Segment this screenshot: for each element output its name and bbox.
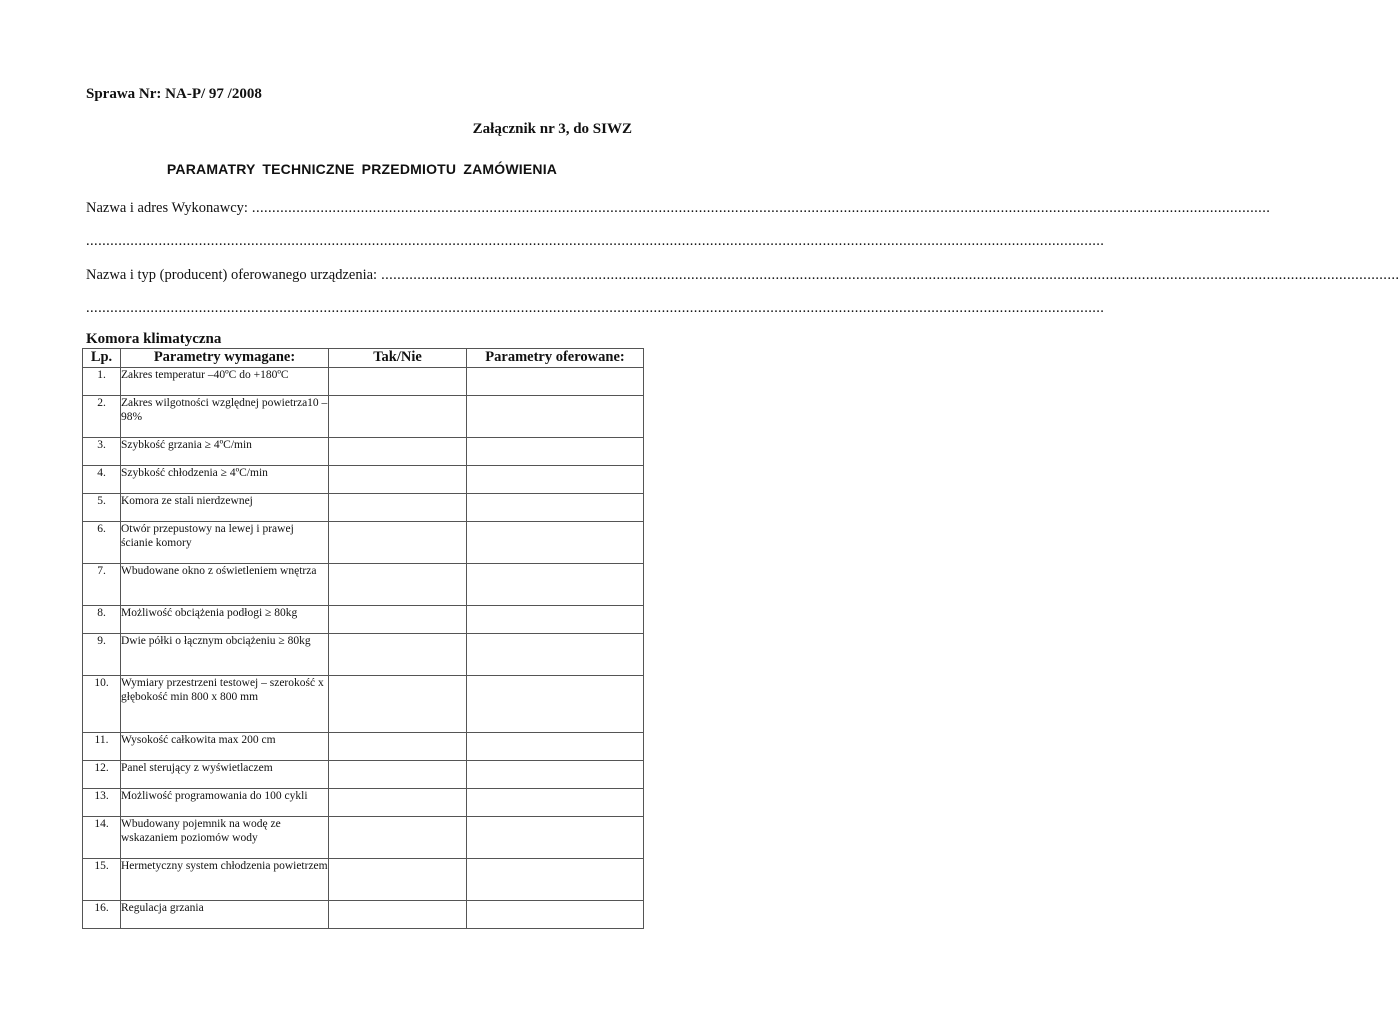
- case-number: Sprawa Nr: NA-P/ 97 /2008: [86, 86, 262, 102]
- row-offered-cell[interactable]: [467, 438, 644, 466]
- row-number: 9.: [83, 634, 121, 676]
- row-requirement: Otwór przepustowy na lewej i prawej ścianie komory: [121, 522, 329, 564]
- row-yes-no-cell[interactable]: [329, 368, 467, 396]
- table-row: [83, 438, 644, 466]
- row-number: 12.: [83, 761, 121, 789]
- row-number: 2.: [83, 396, 121, 438]
- row-offered-cell[interactable]: [467, 564, 644, 606]
- row-offered-cell[interactable]: [467, 396, 644, 438]
- row-yes-no-cell[interactable]: [329, 494, 467, 522]
- table-row: [83, 634, 644, 676]
- row-yes-no-cell[interactable]: [329, 564, 467, 606]
- table-row: [83, 761, 644, 789]
- row-yes-no-cell[interactable]: [329, 634, 467, 676]
- row-requirement: Zakres temperatur –40ºC do +180ºC: [121, 368, 329, 396]
- header-lp: Lp.: [83, 349, 121, 368]
- row-requirement: Komora ze stali nierdzewnej: [121, 494, 329, 522]
- document-title: PARAMATRY TECHNICZNE PRZEDMIOTU ZAMÓWIENIA: [166, 161, 558, 177]
- table-row: [83, 368, 644, 396]
- row-number: 6.: [83, 522, 121, 564]
- row-offered-cell[interactable]: [467, 606, 644, 634]
- row-requirement: Szybkość chłodzenia ≥ 4ºC/min: [121, 466, 329, 494]
- annex-label: Załącznik nr 3, do SIWZ: [472, 121, 632, 137]
- device-dots: .............................................................................................................................................................................................................................................................: [381, 267, 1399, 283]
- row-yes-no-cell[interactable]: [329, 901, 467, 929]
- table-row: [83, 733, 644, 761]
- row-requirement: Możliwość obciążenia podłogi ≥ 80kg: [121, 606, 329, 634]
- row-requirement: Możliwość programowania do 100 cykli: [121, 789, 329, 817]
- row-number: 15.: [83, 859, 121, 901]
- row-number: 5.: [83, 494, 121, 522]
- row-number: 8.: [83, 606, 121, 634]
- row-yes-no-cell[interactable]: [329, 606, 467, 634]
- table-row: [83, 606, 644, 634]
- row-offered-cell[interactable]: [467, 859, 644, 901]
- row-offered-cell[interactable]: [467, 522, 644, 564]
- device-dots-2: .............................................................................................................................................................................................................................................................: [86, 300, 1105, 316]
- row-number: 4.: [83, 466, 121, 494]
- header-required: Parametry wymagane:: [121, 349, 329, 368]
- table-row: [83, 494, 644, 522]
- contractor-field: [86, 200, 1271, 217]
- section-title: Komora klimatyczna: [86, 331, 222, 347]
- row-yes-no-cell[interactable]: [329, 396, 467, 438]
- table-row: [83, 817, 644, 859]
- row-offered-cell[interactable]: [467, 634, 644, 676]
- row-offered-cell[interactable]: [467, 466, 644, 494]
- row-number: 10.: [83, 676, 121, 733]
- row-number: 1.: [83, 368, 121, 396]
- row-number: 11.: [83, 733, 121, 761]
- row-requirement: Dwie półki o łącznym obciążeniu ≥ 80kg: [121, 634, 329, 676]
- header-yes-no: Tak/Nie: [329, 349, 467, 368]
- row-requirement: Wymiary przestrzeni testowej – szerokość x głębokość min 800 x 800 mm: [121, 676, 329, 733]
- row-offered-cell[interactable]: [467, 676, 644, 733]
- row-yes-no-cell[interactable]: [329, 466, 467, 494]
- row-yes-no-cell[interactable]: [329, 438, 467, 466]
- row-yes-no-cell[interactable]: [329, 733, 467, 761]
- table-row: [83, 859, 644, 901]
- row-offered-cell[interactable]: [467, 494, 644, 522]
- row-yes-no-cell[interactable]: [329, 859, 467, 901]
- row-requirement: Regulacja grzania: [121, 901, 329, 929]
- row-offered-cell[interactable]: [467, 733, 644, 761]
- row-requirement: Panel sterujący z wyświetlaczem: [121, 761, 329, 789]
- row-requirement: Szybkość grzania ≥ 4ºC/min: [121, 438, 329, 466]
- row-requirement: Zakres wilgotności względnej powietrza10 – 98%: [121, 396, 329, 438]
- row-yes-no-cell[interactable]: [329, 761, 467, 789]
- row-number: 14.: [83, 817, 121, 859]
- row-yes-no-cell[interactable]: [329, 522, 467, 564]
- contractor-dots: .............................................................................................................................................................................................................................................................: [251, 200, 1271, 216]
- table-row: [83, 522, 644, 564]
- row-offered-cell[interactable]: [467, 761, 644, 789]
- table-row: [83, 676, 644, 733]
- table-row: [83, 789, 644, 817]
- row-requirement: Wbudowany pojemnik na wodę ze wskazaniem poziomów wody: [121, 817, 329, 859]
- row-number: 16.: [83, 901, 121, 929]
- table-row: [83, 466, 644, 494]
- table-row: [83, 564, 644, 606]
- row-offered-cell[interactable]: [467, 817, 644, 859]
- row-yes-no-cell[interactable]: [329, 817, 467, 859]
- row-yes-no-cell[interactable]: [329, 676, 467, 733]
- table-header-row: [83, 349, 644, 368]
- row-requirement: Wbudowane okno z oświetleniem wnętrza: [121, 564, 329, 606]
- header-offered: Parametry oferowane:: [467, 349, 644, 368]
- row-number: 13.: [83, 789, 121, 817]
- contractor-dots-line: [86, 233, 1105, 250]
- row-number: 7.: [83, 564, 121, 606]
- device-field: [86, 267, 1399, 284]
- device-label: Nazwa i typ (producent) oferowanego urządzenia:: [86, 267, 378, 283]
- row-requirement: Wysokość całkowita max 200 cm: [121, 733, 329, 761]
- row-yes-no-cell[interactable]: [329, 789, 467, 817]
- row-offered-cell[interactable]: [467, 368, 644, 396]
- row-number: 3.: [83, 438, 121, 466]
- parameters-table: [82, 348, 644, 929]
- contractor-dots-2: .............................................................................................................................................................................................................................................................: [86, 233, 1105, 249]
- table-row: [83, 901, 644, 929]
- row-offered-cell[interactable]: [467, 789, 644, 817]
- row-offered-cell[interactable]: [467, 901, 644, 929]
- table-row: [83, 396, 644, 438]
- contractor-label: Nazwa i adres Wykonawcy:: [86, 200, 248, 216]
- device-dots-line: [86, 300, 1105, 317]
- row-requirement: Hermetyczny system chłodzenia powietrzem: [121, 859, 329, 901]
